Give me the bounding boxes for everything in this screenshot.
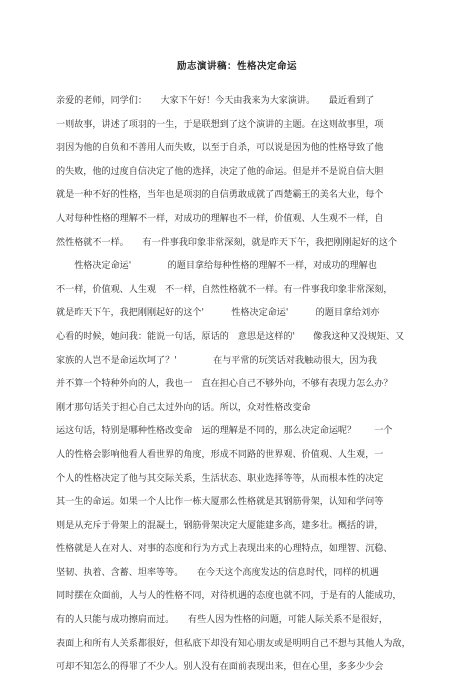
text-line: 亲爱的老师，同学们： 大家下午好！今天由我来为大家演讲。 最近看到了 — [56, 96, 375, 106]
text-line: 个人的性格决定了他与其交际关系，生活状态、职业选择等等，从而根本性的决定 — [56, 473, 384, 484]
text-line: 则是从充斥于骨架上的混凝土，钢筋骨架决定大厦能建多高，建多壮。概括的讲， — [56, 520, 384, 531]
text-line: 心看的时候，她问我：能说一句话，原话的 意思是这样的' 像我这种又没规矩、又 — [56, 331, 405, 342]
text-line: 不一样，价值观、人生观 不一样，自然性格就不一样。有一件事我印象非常深刻， — [56, 284, 393, 295]
text-line: 羽因为他的自负和不善用人而失败，以至于自杀，可以说是因为他的性格导致了他 — [56, 143, 384, 154]
text-line: 其一生的命运。如果一个人比作一栋大厦那么性格就是其钢筋骨架，认知和学问等 — [56, 497, 384, 508]
text-line: 并不算一个特种外向的人，我也一 直在担心自己不够外向，不够有表现力怎么办？ — [56, 379, 393, 390]
text-line: 运这句话，特别是哪种性格改变命 运的理解是不同的，那么决定命运呢？ 一个 — [56, 426, 393, 437]
text-line: 可却不知怎么的得罪了不少人。别人没有在面前表现出来，但在心里，多多少少会 — [56, 662, 384, 673]
text-line: 然性格就不一样。 有一件事我印象非常深刻，就是昨天下午，我把刚刚起好的这个 — [56, 237, 398, 248]
document-body — [56, 90, 426, 680]
document-title: 励志演讲稿：性格决定命运 — [176, 61, 297, 72]
text-line: 就是一种不好的性格，当年也是项羽的自信勇敢成就了西楚霸王的美名大业，每个 — [56, 190, 384, 201]
text-line: 表面上和所有人关系都很好，但私底下却没有知心朋友或是明明自己不想与其他人为敌， — [56, 638, 411, 649]
text-line: 家族的人岂不是命运坎坷了？' 在与平常的玩笑话对我触动很大，因为我 — [56, 355, 377, 366]
text-line: 性格决定命运' 的题目拿给每种性格的理解不一样，对成功的理解也 — [56, 261, 377, 272]
text-line: 就是昨天下午，我把刚刚起好的这个' 性格决定命运' 的题目拿给刘亦 — [56, 308, 380, 319]
text-line: 同时摆在众面前，人与人的性格不同，对待机遇的态度也就不同，于是有的人能成功， — [56, 591, 402, 602]
text-line: 一则故事，讲述了项羽的一生，于是联想到了这个演讲的主题。在这则故事里，项 — [56, 119, 384, 130]
text-line: 的失败，他的过度自信决定了他的选择，决定了他的命运。但是并不是说自信大胆 — [56, 166, 384, 177]
text-line: 性格就是人在对人、对事的态度和行为方式上表现出来的心理特点，如理智、沉稳、 — [56, 544, 393, 555]
text-line: 刚才那句话关于担心自己太过外向的话。所以，众对性格改变命 — [56, 402, 311, 413]
text-line: 有的人只能与成功擦肩而过。 有些人因为性格的问题，可能人际关系不是很好， — [56, 615, 388, 626]
text-line: 人的性格会影响他看人看世界的角度，形成不同路的世界观、价值观、人生观，一 — [56, 449, 384, 460]
text-line: 人对每种性格的理解不一样，对成功的理解也不一样，价值观、人生观不一样，自 — [56, 213, 384, 224]
text-line: 坚韧、执着、含蓄、坦率等等。 在今天这个高度发达的信息时代，同样的机遇 — [56, 567, 379, 578]
